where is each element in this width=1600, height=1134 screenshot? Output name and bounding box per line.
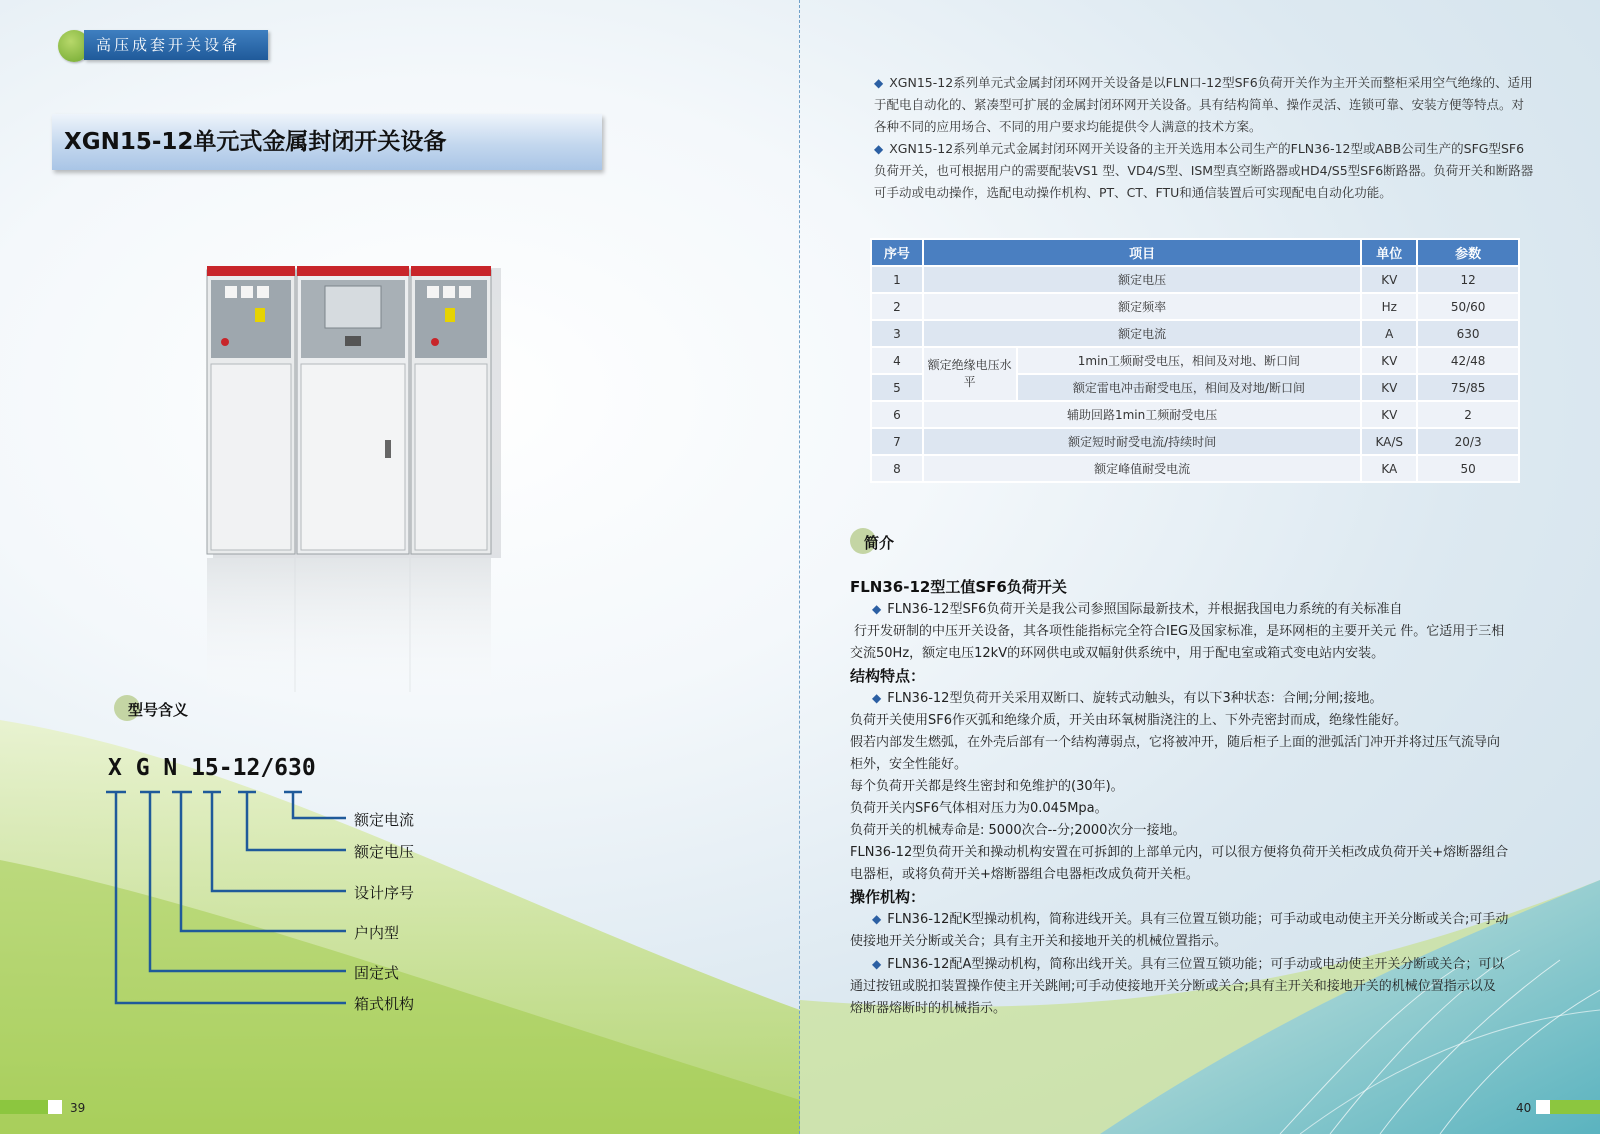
product-intro-line: 交流50Hz，额定电压12kV的环网供电或双幅射供系统中，用于配电室或箱式变电站内安装。 (850, 646, 1385, 661)
cell-item: 额定短时耐受电流/持续时间 (923, 428, 1361, 455)
spec-table (870, 238, 1520, 483)
cell-value: 50/60 (1417, 293, 1519, 320)
page-number-right: 40 (1516, 1101, 1532, 1115)
table-header-row (871, 239, 1519, 266)
cell-no: 4 (871, 347, 923, 374)
diamond-bullet-icon: ◆ (874, 142, 884, 156)
section-tab (58, 28, 268, 62)
cell-item: 额定电流 (923, 320, 1361, 347)
text-line: FLN36-12配K型操动机构，简称进线开关。具有三位置互锁功能；可手动或电动使主开关分断或关合;可手动 (887, 912, 1509, 927)
cell-item: 额定电压 (923, 266, 1361, 293)
cell-no: 1 (871, 266, 923, 293)
cell-no: 3 (871, 320, 923, 347)
cell-item: 额定频率 (923, 293, 1361, 320)
cell-value: 12 (1417, 266, 1519, 293)
cell-no: 6 (871, 401, 923, 428)
section-tab-label: 高压成套开关设备 (84, 30, 268, 60)
cell-unit: KA (1361, 455, 1417, 482)
cell-unit: Hz (1361, 293, 1417, 320)
intro-text: XGN15-12系列单元式金属封闭环网开关设备是以FLN口-12型SF6负荷开关作为主开关而整柜采用空气绝缘的、适用于配电自动化的、紧凑型可扩展的金属封闭环网开关设备。具有结构简单、操作灵活、连锁可靠、安装方便等特点。对各种不同的应用场合、不同的用户要求均能提供令人满意的技术方案。 (874, 75, 1533, 134)
structure-line: 每个负荷开关都是终生密封和免维护的(30年)。 (850, 779, 1124, 794)
product-intro-line: 行开发研制的中压开关设备，其各项性能指标完全符合IEG及国家标准，是环网柜的主要开关元 件。它适用于三相 (854, 624, 1505, 639)
col-header: 序号 (871, 239, 923, 266)
cell-no: 2 (871, 293, 923, 320)
product-section (850, 576, 1540, 1020)
cell-item: 额定峰值耐受电流 (923, 455, 1361, 482)
structure-heading: 结构特点： (850, 667, 926, 685)
table-row (871, 320, 1519, 347)
model-label: 额定电流 (354, 811, 415, 829)
structure-line: 负荷开关使用SF6作灭弧和绝缘介质，开关由环氧树脂浇注的上、下外壳密封而成，绝缘性能好。 (850, 713, 1408, 728)
model-code: X G N 15-12/630 (108, 755, 316, 781)
table-row (871, 266, 1519, 293)
intro-text: XGN15-12系列单元式金属封闭环网开关设备的主开关选用本公司生产的FLN36-12型或ABB公司生产的SFG型SF6负荷开关，也可根据用户的需要配装VS1 型、VD4/S型、ISM型真空断路器或HD4/S5型SF6断路器。负荷开关和断路器可手动或电动操作，选配电动操作机构、PT、CT、FTU和通信装置后可实现配电自动化功能。 (874, 141, 1534, 200)
cell-no: 7 (871, 428, 923, 455)
model-meaning-heading (128, 699, 188, 720)
structure-line: 电器柜，或将负荷开关+熔断器组合电器柜改成负荷开关柜。 (850, 867, 1199, 882)
cell-unit: KV (1361, 266, 1417, 293)
table-row (871, 347, 1519, 374)
table-row (871, 293, 1519, 320)
model-label: 箱式机构 (354, 995, 415, 1013)
operation-line (850, 908, 1540, 931)
text-line: FLN36-12型SF6负荷开关是我公司参照国际最新技术，并根据我国电力系统的有关标准自 (887, 602, 1403, 617)
structure-line: 负荷开关的机械寿命是: 5000次合--分;2000次分一接地。 (850, 823, 1186, 838)
model-label: 户内型 (354, 924, 400, 942)
text-line: FLN36-12配A型操动机构，简称出线开关。具有三位置互锁功能；可手动或电动使主开关分断或关合；可以 (887, 957, 1505, 972)
model-meaning-label: 型号含义 (128, 701, 189, 719)
model-label: 额定电压 (354, 843, 415, 861)
product-title: FLN36-12型工值SF6负荷开关 (850, 578, 1067, 596)
cell-no: 5 (871, 374, 923, 401)
text-line: FLN36-12型负荷开关采用双断口、旋转式动触头，有以下3种状态：合闸;分闸;接地。 (887, 691, 1383, 706)
cell-value: 20/3 (1417, 428, 1519, 455)
cell-value: 42/48 (1417, 347, 1519, 374)
structure-line (850, 687, 1540, 710)
diamond-bullet-icon: ◆ (872, 957, 882, 971)
table-row (871, 455, 1519, 482)
cell-item: 额定雷电冲击耐受电压，相间及对地/断口间 (1017, 374, 1362, 401)
structure-line: FLN36-12型负荷开关和操动机构安置在可拆卸的上部单元内，可以很方便将负荷开关柜改成负荷开关+熔断器组合 (850, 845, 1509, 860)
cell-value: 2 (1417, 401, 1519, 428)
cell-unit: KV (1361, 374, 1417, 401)
cell-value: 75/85 (1417, 374, 1519, 401)
cell-no: 8 (871, 455, 923, 482)
cell-unit: A (1361, 320, 1417, 347)
cell-unit: KV (1361, 401, 1417, 428)
cell-value: 50 (1417, 455, 1519, 482)
col-header: 单位 (1361, 239, 1417, 266)
col-header: 项目 (923, 239, 1361, 266)
operation-line (850, 953, 1540, 976)
diamond-bullet-icon: ◆ (872, 602, 882, 616)
page-number-left: 39 (70, 1101, 86, 1115)
structure-line: 柜外，安全性能好。 (850, 757, 968, 772)
model-label: 设计序号 (354, 884, 415, 902)
cell-group: 额定绝缘电压水平 (923, 347, 1017, 401)
diamond-bullet-icon: ◆ (874, 76, 884, 90)
cell-value: 630 (1417, 320, 1519, 347)
structure-line: 假若内部发生燃弧，在外壳后部有一个结构薄弱点，它将被冲开，随后柜子上面的泄弧活门冲开并将过压气流导向 (850, 735, 1501, 750)
table-row (871, 401, 1519, 428)
switchgear-cabinet-image (205, 252, 505, 722)
cell-unit: KA/S (1361, 428, 1417, 455)
operation-line: 使接地开关分断或关合；具有主开关和接地开关的机械位置指示。 (850, 934, 1228, 949)
diamond-bullet-icon: ◆ (872, 912, 882, 926)
product-intro-line (850, 598, 1540, 621)
structure-line: 负荷开关内SF6气体相对压力为0.045Mpa。 (850, 801, 1108, 816)
model-label: 固定式 (354, 964, 400, 982)
diamond-bullet-icon: ◆ (872, 691, 882, 705)
col-header: 参数 (1417, 239, 1519, 266)
operation-line: 熔断器熔断时的机械指示。 (850, 1001, 1007, 1016)
cell-unit: KV (1361, 347, 1417, 374)
operation-heading: 操作机构： (850, 888, 926, 906)
cell-item: 1min工频耐受电压，相间及对地、断口间 (1017, 347, 1362, 374)
page-spine (799, 0, 800, 1134)
table-row (871, 428, 1519, 455)
page-title: XGN15-12单元式金属封闭开关设备 (52, 114, 602, 170)
cell-item: 辅助回路1min工频耐受电压 (923, 401, 1361, 428)
operation-line: 通过按钮或脱扣装置操作使主开关跳闸;可手动使接地开关分断或关合;具有主开关和接地开关的机械位置指示以及 (850, 979, 1496, 994)
intro-paragraph (874, 72, 1534, 138)
intro-heading (864, 532, 894, 553)
intro-paragraph (874, 138, 1534, 204)
intro-heading-label: 简介 (864, 534, 895, 552)
